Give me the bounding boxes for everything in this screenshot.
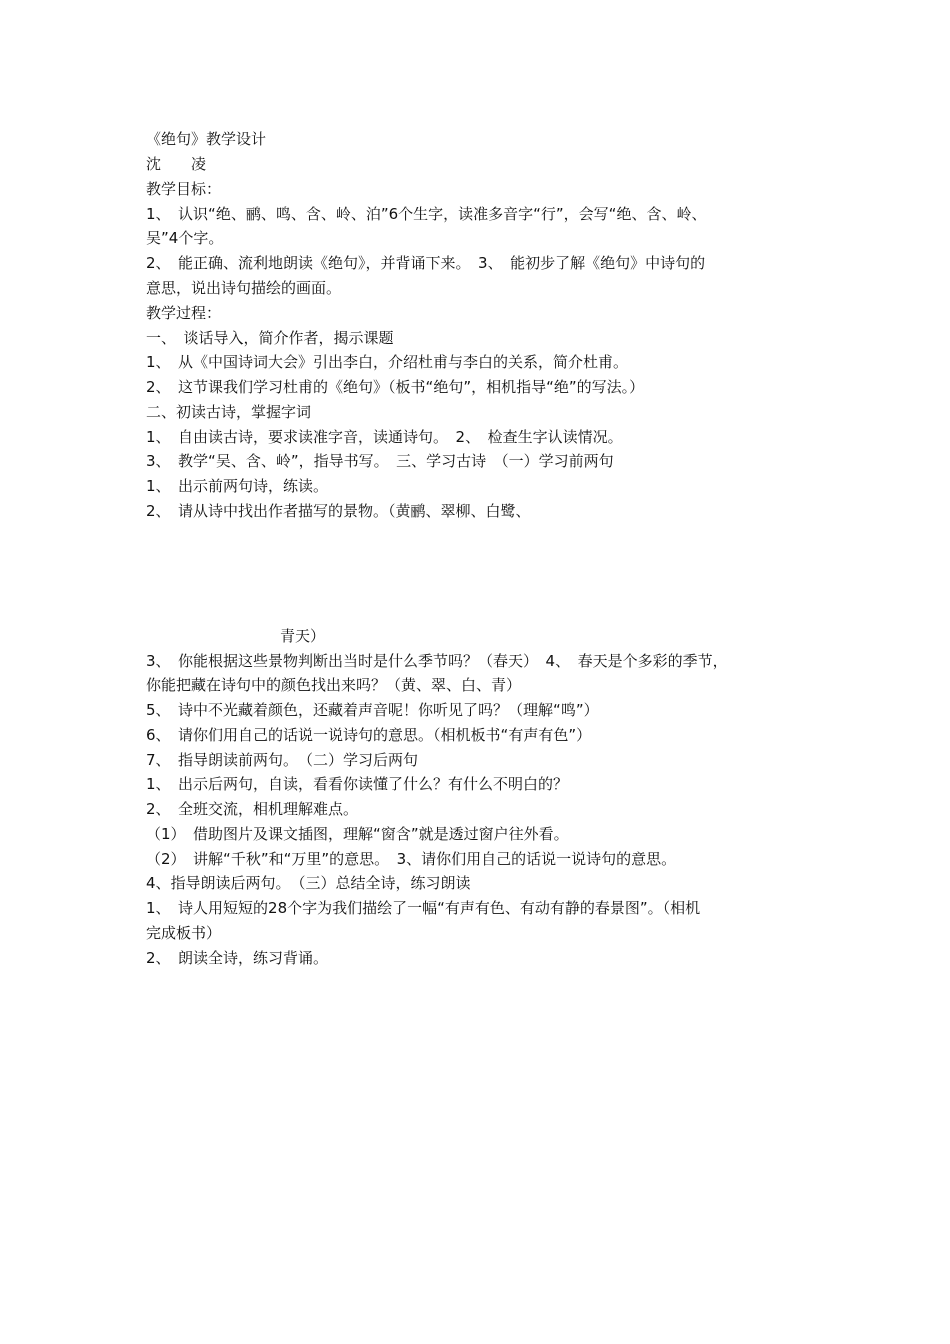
text-line: 意思，说出诗句描绘的画面。	[146, 279, 342, 297]
text-line: 5、 诗中不光藏着颜色，还藏着声音呢！你听见了吗？（理解“鸣”）	[146, 701, 599, 719]
text-line: 青天）	[280, 627, 326, 645]
text-line: 1、 认识“绝、鹂、鸣、含、岭、泊”6个生字，读准多音字“行”，会写“绝、含、岭、	[146, 205, 707, 223]
text-line: 你能把藏在诗句中的颜色找出来吗？（黄、翠、白、青）	[146, 676, 522, 694]
author-name: 沈 凌	[146, 155, 207, 173]
text-line: 一、 谈话导入，简介作者，揭示课题	[146, 329, 394, 347]
text-line: 3、 你能根据这些景物判断出当时是什么季节吗？（春天） 4、 春天是个多彩的季节，	[146, 652, 728, 670]
text-line: 6、 请你们用自己的话说一说诗句的意思。（相机板书“有声有色”）	[146, 726, 592, 744]
text-line: 1、 从《中国诗词大会》引出李白，介绍杜甫与李白的关系，简介杜甫。	[146, 353, 629, 371]
text-line: 7、 指导朗读前两句。 （二）学习后两句	[146, 751, 419, 769]
document-title: 《绝句》教学设计	[146, 130, 267, 148]
text-line: 1、 诗人用短短的28个字为我们描绘了一幅“有声有色、有动有静的春景图”。（相机	[146, 899, 701, 917]
text-line: 2、 朗读全诗，练习背诵。	[146, 949, 329, 967]
text-line: 2、 这节课我们学习杜甫的《绝句》（板书“绝句”，相机指导“绝”的写法。）	[146, 378, 645, 396]
text-line: 2、 全班交流，相机理解难点。	[146, 800, 359, 818]
text-line: 3、 教学“吴、含、岭”，指导书写。 三、学习古诗 （一）学习前两句	[146, 452, 614, 470]
text-line: 1、 出示后两句，自读，看看你读懂了什么？有什么不明白的？	[146, 775, 569, 793]
section-heading-process: 教学过程：	[146, 304, 222, 322]
text-line: 1、 自由读古诗，要求读准字音，读通诗句。 2、 检查生字认读情况。	[146, 428, 623, 446]
text-line: 二、初读古诗，掌握字词	[146, 403, 312, 421]
text-line: 4、指导朗读后两句。 （三）总结全诗，练习朗读	[146, 874, 471, 892]
text-line: 1、 出示前两句诗，练读。	[146, 477, 329, 495]
text-line: （1） 借助图片及课文插图，理解“窗含”就是透过窗户往外看。	[146, 825, 569, 843]
text-line: 2、 能正确、流利地朗读《绝句》，并背诵下来。 3、 能初步了解《绝句》中诗句的	[146, 254, 706, 272]
text-line: 完成板书）	[146, 924, 222, 942]
text-line: 吴”4个字。	[146, 229, 224, 247]
text-line: 2、 请从诗中找出作者描写的景物。（黄鹂、翠柳、白鹭、	[146, 502, 531, 520]
text-line: （2） 讲解“千秋”和“万里”的意思。 3、请你们用自己的话说一说诗句的意思。	[146, 850, 677, 868]
section-heading-goals: 教学目标：	[146, 180, 222, 198]
